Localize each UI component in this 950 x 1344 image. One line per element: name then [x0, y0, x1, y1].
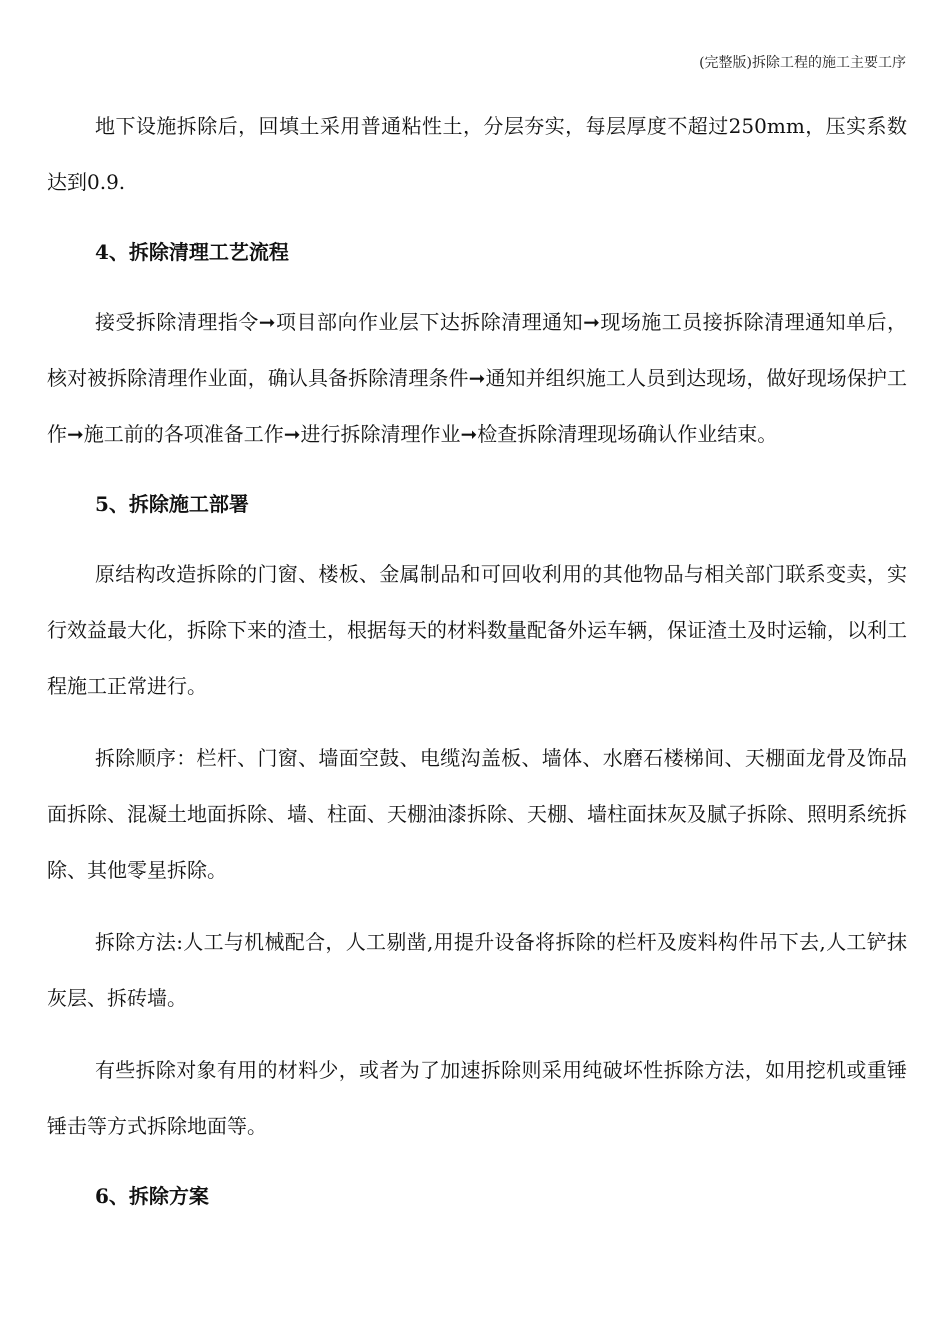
- paragraph-demolition-method: 拆除方法:人工与机械配合，人工剔凿,用提升设备将拆除的栏杆及废料构件吊下去,人工铲抹灰层、拆砖墙。: [47, 930, 907, 1010]
- paragraph-process-flow: 接受拆除清理指令➞项目部向作业层下达拆除清理通知➞现场施工员接拆除清理通知单后，核对被拆除清理作业面，确认具备拆除清理条件➞通知并组织施工人员到达现场，做好现场保护工作➞施工前的各项准备工作➞进行拆除清理作业➞检查拆除清理现场确认作业结束。: [47, 310, 907, 446]
- page-body: [47, 98, 907, 1224]
- running-header: (完整版)拆除工程的施工主要工序: [699, 55, 906, 71]
- paragraph-deployment: 原结构改造拆除的门窗、楼板、金属制品和可回收利用的其他物品与相关部门联系变卖，实行效益最大化，拆除下来的渣土，根据每天的材料数量配备外运车辆，保证渣土及时运输，以利工程施工正常进行。: [47, 562, 907, 698]
- section-heading-4: 4、拆除清理工艺流程: [95, 240, 289, 264]
- paragraph-demolition-order: 拆除顺序：栏杆、门窗、墙面空鼓、电缆沟盖板、墙体、水磨石楼梯间、天棚面龙骨及饰品面拆除、混凝土地面拆除、墙、柱面、天棚油漆拆除、天棚、墙柱面抹灰及腻子拆除、照明系统拆除、其他零星拆除。: [47, 746, 907, 882]
- paragraph-destructive-method: 有些拆除对象有用的材料少，或者为了加速拆除则采用纯破坏性拆除方法，如用挖机或重锤锤击等方式拆除地面等。: [47, 1058, 907, 1138]
- section-heading-6: 6、拆除方案: [95, 1184, 209, 1208]
- paragraph-backfill: 地下设施拆除后，回填土采用普通粘性土，分层夯实，每层厚度不超过250mm，压实系数达到0.9.: [47, 114, 907, 194]
- section-heading-5: 5、拆除施工部署: [95, 492, 249, 516]
